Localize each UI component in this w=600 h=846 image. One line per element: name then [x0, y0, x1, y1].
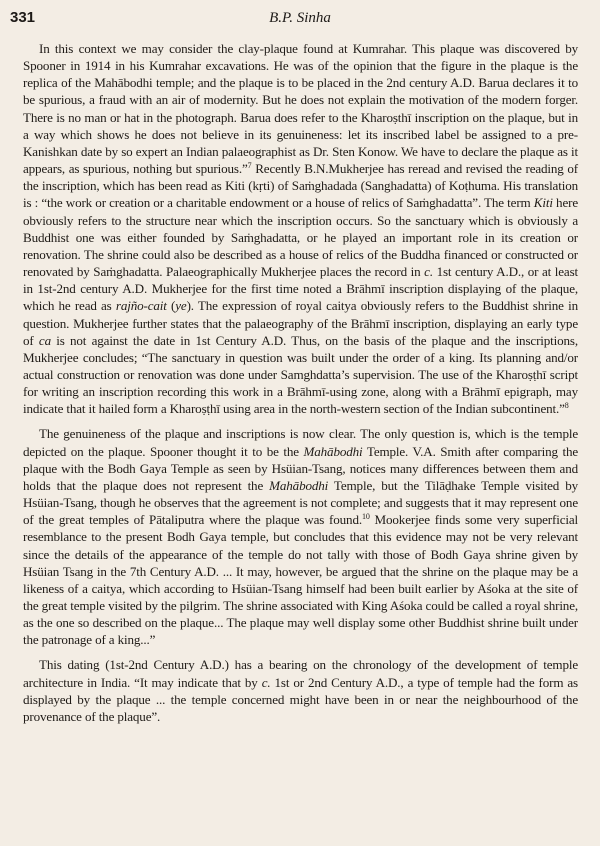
- footnote-marker: 7: [247, 161, 252, 171]
- text-run: Mahābodhi: [269, 477, 329, 493]
- footnote-marker: 8: [564, 401, 569, 411]
- paragraph-1: [23, 40, 578, 417]
- text-run: ca: [38, 332, 51, 348]
- text-run: Temple. V.A. Smith after comparing the plaque with the Bodh Gaya Temple as seen by Hsüian-Tsang, notices many differences between them and holds that the plaque does not represent the: [23, 443, 579, 493]
- body-text: [23, 40, 578, 733]
- text-run: Temple, but the Tilāḍhake Temple visited by Hsüian-Tsang, though he observes that the agreement is not complete; and suggests that it may represent one of the great temples of Pātaliputra where the plaque was found.: [23, 477, 578, 528]
- text-run: c.: [261, 674, 271, 690]
- text-run: Kiti: [533, 195, 553, 211]
- text-run: ). The expression of royal caitya obviously refers to the Buddhist shrine in question. Mukherjee further states that the palaeography of the Brāhmī inscription, displaying an early type of: [23, 298, 578, 348]
- paragraph-2: [23, 425, 578, 648]
- text-run: is not against the date in 1st Century A.D. Thus, on the basis of the plaque and the inscriptions, Mukherjee concludes; “The sanctuary in question was built under the order of a king. Its planning and/or actual construction or renovation was done under Samghdatta’s supervision. The use of the Kharoṣṭhī script for writing an inscription recording this work in a Brāhmī-using zone, along with a Brāhmī epigraph, may indicate that it hailed form a Kharoṣṭhī using area in the north-western section of the Indian subcontinent.”: [23, 332, 578, 417]
- running-head: B.P. Sinha: [269, 10, 331, 26]
- text-run: rajño-cait: [115, 298, 167, 314]
- text-run: Recently B.N.Mukherjee has reread and revised the reading of the inscription, which has been read as Kiti (kṛti) of Saṁghadada (Sanghadatta) of Koṭhuma. His translation is : “the work or creation or a charitable endowment or a house of relics of Saṁghadatta”. The term: [23, 161, 578, 211]
- text-run: 1st or 2nd Century A.D., a type of temple had the form as displayed by the plaque ... the temple concerned might have been in or near the neighbourhood of the provenance of the plaque”.: [23, 674, 578, 724]
- text-run: The genuineness of the plaque and inscriptions is now clear. The only question is, which is the temple depicted on the plaque. Spooner thought it to be the: [23, 426, 578, 459]
- text-run: Mookerjee finds some very superficial resemblance to the present Bodh Gaya temple, but concludes that this evidence may not be very relevant since the details of the appearance of the temple do not tally with those of Bodh Gaya shrine given by Hsüian Tsang in the 7th Century A.D. ... It may, however, be argued that the shrine on the plaque may be a likeness of a caitya, which according to Hsüian-Tsang himself had been built earlier by Aśoka at the site of the great temple visited by the pilgrim. The shrine associated with King Aśoka could be called a royal shrine, as the one so described on the plaque... The plaque may well display some other Buddhist shrine built under the patronage of a king...”: [23, 512, 578, 648]
- text-run: ye: [175, 298, 187, 314]
- paragraph-3: [23, 656, 578, 725]
- text-run: 1st century A.D., or at least in 1st-2nd century A.D. Mukherjee for the first time noted a Brāhmī inscription displaying of the plaque, which he read as: [23, 264, 579, 314]
- text-run: here obviously refers to the structure near which the inscription occurs. So the sanctuary which is obviously a Buddhist one was either founded by Saṁghadatta, or he played an important role in its creation or renovation. The shrine could also be described as a house of relics of the Buddha financed or constructed or renovated by Saṁghadatta. Palaeographically Mukherjee places the record in: [23, 195, 578, 280]
- text-run: In this context we may consider the clay-plaque found at Kumrahar. This plaque was discovered by Spooner in 1914 in his Kumrahar excavations. He was of the opinion that the figure in the plaque is the replica of the Mahābodhi temple; and the plaque is to be placed in the 2nd century A.D. Barua declares it to be spurious, a fraud with an air of modernity. But he does not explain the motivation of the modern forger. There is no man or hat in the photograph. Barua does refer to the Kharoṣthī inscription on the plaque, but in a way which shows he does not believe in its genuineness: let its inscribed label be assigned to a pre-Kanishkan date by so expert an Indian palaeographist as Dr. Sten Konow. We have to declare the plaque as it appears, as spurious, nothing but spurious.”: [23, 41, 578, 177]
- text-run: (: [166, 298, 176, 314]
- text-run: This dating (1st-2nd Century A.D.) has a bearing on the chronology of the development of temple architecture in India. “It may indicate that by: [23, 657, 578, 690]
- text-run: c.: [424, 264, 433, 280]
- footnote-marker: 10: [361, 512, 370, 522]
- page-number: 331: [10, 9, 36, 26]
- text-run: Mahābodhi: [303, 443, 363, 459]
- page-header: [10, 8, 590, 30]
